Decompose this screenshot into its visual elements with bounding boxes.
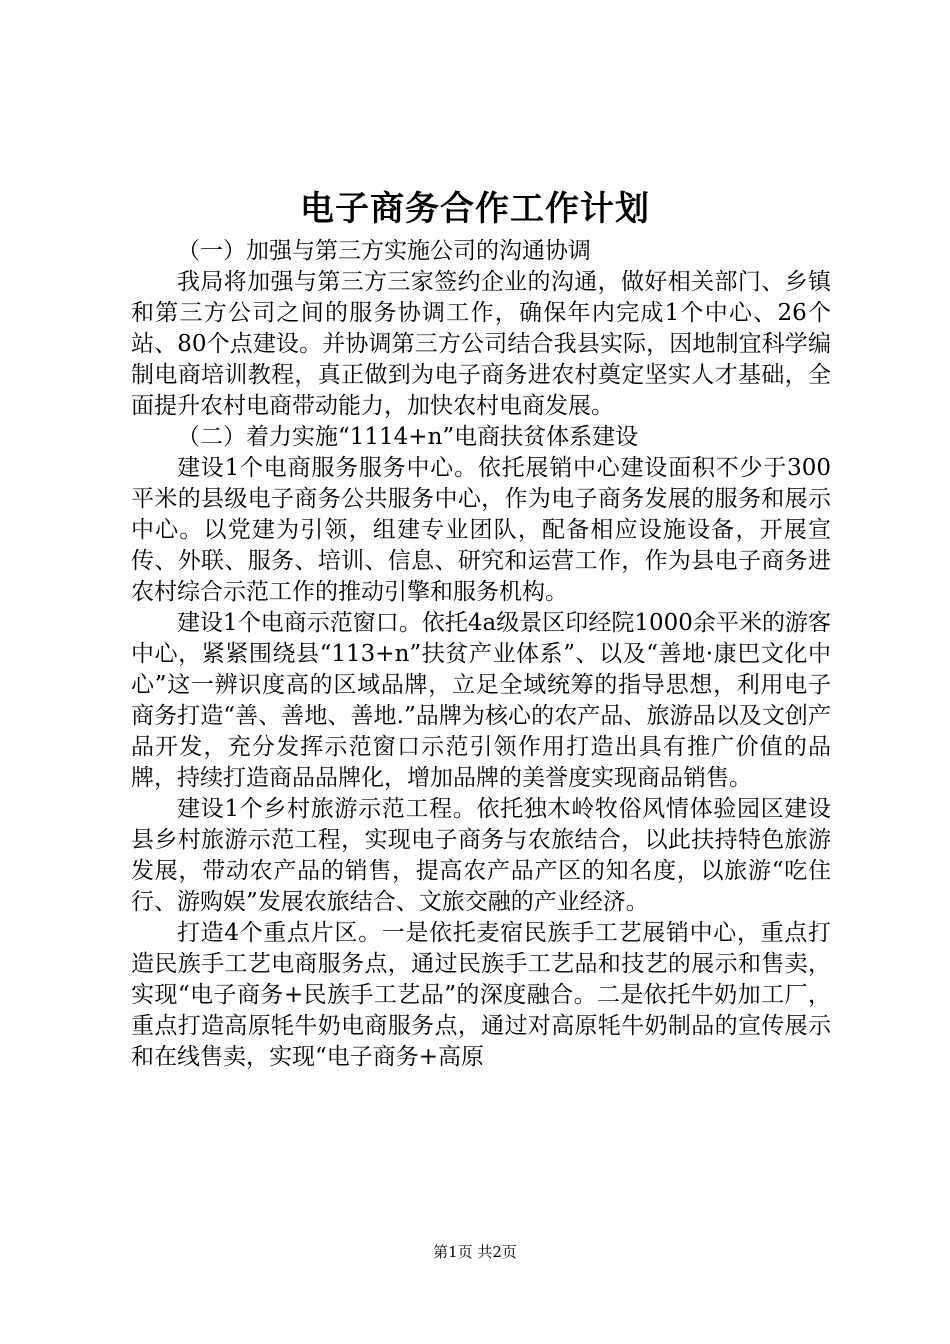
paragraph-rural-tourism: 建设1个乡村旅游示范工程。依托独木岭牧俗风情体验园区建设县乡村旅游示范工程，实现电子商务与农旅结合，以此扶持特色旅游发展，带动农产品的销售，提高农产品产区的知名度，以旅游“吃住行、游购娱”发展农旅结合、文旅交融的产业经济。 [131, 796, 831, 915]
paragraph-coordination: 我局将加强与第三方三家签约企业的沟通，做好相关部门、乡镇和第三方公司之间的服务协调工作，确保年内完成1个中心、26个站、80个点建设。并协调第三方公司结合我县实际，因地制宜科学编制电商培训教程，真正做到为电子商务进农村奠定坚实人才基础，全面提升农村电商带动能力，加快农村电商发展。 [131, 269, 831, 419]
paragraph-service-center: 建设1个电商服务服务中心。依托展销中心建设面积不少于300平米的县级电子商务公共服务中心，作为电子商务发展的服务和展示中心。以党建为引领，组建专业团队，配备相应设施设备，开展宣传、外联、服务、培训、信息、研究和运营工作，作为县电子商务进农村综合示范工作的推动引擎和服务机构。 [131, 455, 831, 605]
document-title: 电子商务合作工作计划 [300, 189, 650, 229]
section-heading-1: （一）加强与第三方实施公司的沟通协调 [177, 238, 591, 264]
page-footer: 第1页 共2页 [433, 1243, 517, 1261]
document-body [131, 236, 831, 1073]
paragraph-demo-window: 建设1个电商示范窗口。依托4a级景区印经院1000余平米的游客中心，紧紧围绕县“113+n”扶贫产业体系”、以及“善地·康巴文化中心”这一辨识度高的区域品牌，立足全域统筹的指导思想，利用电子商务打造“善、善地、善地.”品牌为核心的农产品、旅游品以及文创产品开发，充分发挥示范窗口示范引领作用打造出具有推广价值的品牌，持续打造商品品牌化，增加品牌的美誉度实现商品销售。 [131, 610, 831, 791]
paragraph-key-areas: 打造4个重点片区。一是依托麦宿民族手工艺展销中心，重点打造民族手工艺电商服务点，通过民族手工艺品和技艺的展示和售卖，实现“电子商务+民族手工艺品”的深度融合。二是依托牛奶加工厂，重点打造高原牦牛奶电商服务点，通过对高原牦牛奶制品的宣传展示和在线售卖，实现“电子商务+高原 [131, 920, 831, 1070]
section-heading-2: （二）着力实施“1114+n”电商扶贫体系建设 [177, 424, 639, 450]
